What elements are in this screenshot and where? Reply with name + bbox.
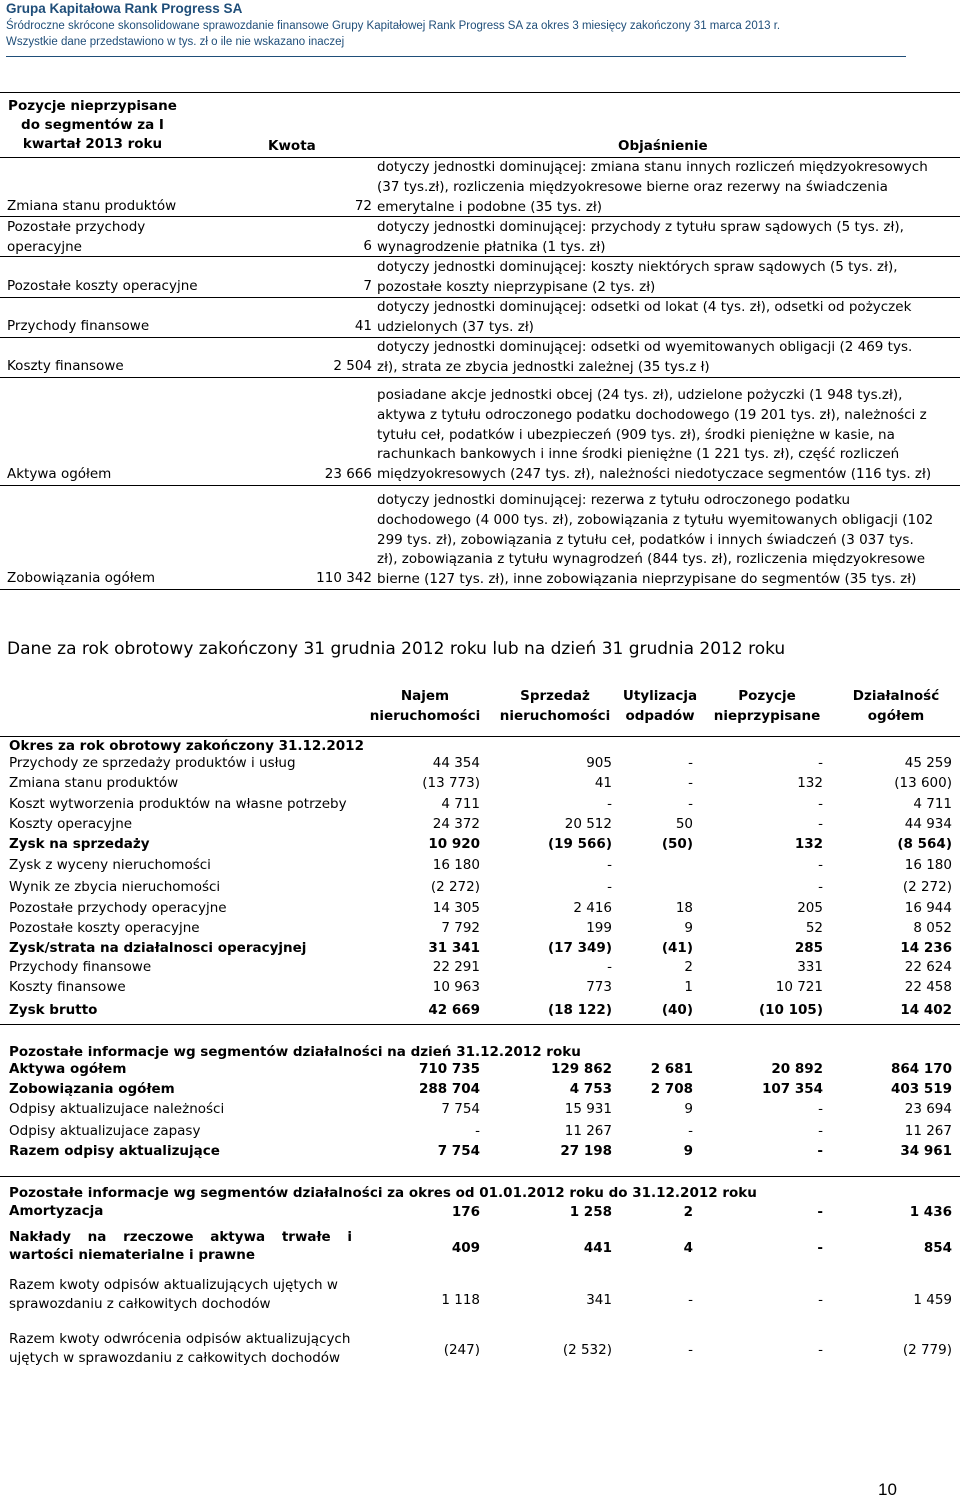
cell-value: 331 — [797, 959, 823, 975]
cell-value: 14 236 — [900, 940, 952, 956]
cell-value: 905 — [586, 755, 612, 771]
row-description: dotyczy jednostki dominującej: zmiana stanu innych rozliczeń międzyokresowych (37 tys.zł), rozliczenia międzyokresowe bierne oraz rezerwy na świadczenia emerytalne i podobne (35 tys. zł) — [377, 159, 928, 215]
cell-value: 15 931 — [564, 1101, 612, 1117]
page-number: 10 — [878, 1480, 897, 1499]
table-row — [0, 1059, 960, 1079]
cell-value: 7 754 — [441, 1101, 480, 1117]
section-title: Dane za rok obrotowy zakończony 31 grudnia 2012 roku lub na dzień 31 grudnia 2012 roku — [7, 639, 786, 659]
table-row — [0, 753, 960, 773]
cell-value: 10 920 — [428, 836, 480, 852]
section-label-other: Pozostałe informacje wg segmentów działalności za okres od 01.01.2012 roku do 31.12.2012 roku — [9, 1185, 757, 1201]
table-row — [0, 977, 960, 997]
row-label: Odpisy aktualizujace należności — [9, 1101, 225, 1117]
table-row — [0, 1228, 960, 1263]
cell-value: 23 694 — [904, 1101, 952, 1117]
cell-value: 132 — [797, 775, 823, 791]
row-amount: 2 504 — [333, 358, 372, 374]
column-header-waste: Utylizacja odpadów — [622, 688, 698, 724]
header-rule — [6, 56, 906, 57]
row-label: Razem kwoty odwrócenia odpisów aktualizujących ujętych w sprawozdaniu z całkowitych dochodów — [9, 1331, 351, 1366]
cell-value: 441 — [583, 1240, 612, 1256]
row-label: Wynik ze zbycia nieruchomości — [9, 879, 221, 895]
cell-value: 20 512 — [564, 816, 612, 832]
cell-value: - — [818, 1123, 823, 1139]
cell-value: 199 — [586, 920, 612, 936]
cell-value: 107 354 — [761, 1081, 823, 1097]
column-header-rental: Najem nieruchomości — [369, 688, 481, 724]
cell-value: 864 170 — [890, 1061, 952, 1077]
table-row — [0, 877, 960, 897]
table-row — [0, 1099, 960, 1119]
row-amount: 23 666 — [324, 466, 372, 482]
cell-value: - — [818, 857, 823, 873]
row-amount: 7 — [363, 278, 372, 294]
row-label: Pozostałe przychody operacyjne — [9, 900, 227, 916]
column-header-sales: Sprzedaż nieruchomości — [499, 688, 611, 724]
cell-value: (13 600) — [894, 775, 952, 791]
row-label: Pozostałe przychody operacyjne — [7, 219, 146, 255]
cell-value: - — [607, 796, 612, 812]
row-label: Zmiana stanu produktów — [9, 775, 179, 791]
cell-value: 4 711 — [441, 796, 480, 812]
cell-value: - — [607, 879, 612, 895]
cell-value: - — [818, 1292, 823, 1308]
cell-value: 710 735 — [418, 1061, 480, 1077]
cell-value: 288 704 — [418, 1081, 480, 1097]
column-header-unallocated: Pozycje nieprzypisane — [713, 688, 821, 724]
row-label: Zysk brutto — [9, 1002, 98, 1018]
row-amount: 41 — [354, 318, 372, 334]
row-label: Zobowiązania ogółem — [9, 1081, 175, 1097]
cell-value: 285 — [794, 940, 823, 956]
cell-value: 176 — [451, 1204, 480, 1220]
cell-value: (10 105) — [758, 1002, 823, 1018]
cell-value: 4 — [683, 1240, 693, 1256]
cell-value: 41 — [594, 775, 612, 791]
cell-value: - — [475, 1123, 480, 1139]
cell-value: 11 267 — [564, 1123, 612, 1139]
row-label: Amortyzacja — [9, 1203, 104, 1219]
cell-value: - — [818, 755, 823, 771]
column-header-item: Pozycje nieprzypisane do segmentów za I kwartał 2013 roku — [8, 98, 177, 152]
cell-value: 1 258 — [569, 1204, 612, 1220]
row-label: Razem kwoty odpisów aktualizujących ujętych w sprawozdaniu z całkowitych dochodów — [9, 1277, 338, 1312]
table-row — [0, 918, 960, 938]
table-row — [0, 794, 960, 814]
row-label: Zysk z wyceny nieruchomości — [9, 857, 211, 873]
cell-value: 129 862 — [550, 1061, 612, 1077]
cell-value: 1 459 — [913, 1292, 952, 1308]
cell-value: (18 122) — [547, 1002, 612, 1018]
cell-value: 9 — [683, 1143, 693, 1159]
row-description: dotyczy jednostki dominującej: przychody z tytułu spraw sądowych (5 tys. zł), wynagrodzenie płatnika (1 tys. zł) — [377, 219, 904, 255]
row-divider — [0, 377, 960, 378]
cell-value: 34 961 — [900, 1143, 952, 1159]
cell-value: 7 754 — [437, 1143, 480, 1159]
cell-value: 132 — [794, 836, 823, 852]
cell-value: 16 944 — [904, 900, 952, 916]
table-bottom-border — [0, 589, 960, 590]
cell-value: - — [818, 879, 823, 895]
cell-value: - — [818, 796, 823, 812]
cell-value: 31 341 — [428, 940, 480, 956]
cell-value: 52 — [805, 920, 823, 936]
cell-value: 10 963 — [432, 979, 480, 995]
cell-value: 1 — [684, 979, 693, 995]
row-amount: 110 342 — [316, 570, 372, 586]
column-header-description: Objaśnienie — [618, 138, 708, 154]
column-header-amount: Kwota — [268, 138, 316, 154]
cell-value: (2 532) — [562, 1342, 612, 1358]
cell-value: 14 305 — [432, 900, 480, 916]
cell-value: 9 — [684, 920, 693, 936]
cell-value: (40) — [661, 1002, 693, 1018]
row-label: Koszty operacyjne — [9, 816, 133, 832]
cell-value: 50 — [675, 816, 693, 832]
row-label: Razem odpisy aktualizujące — [9, 1143, 220, 1159]
table-row — [0, 855, 960, 875]
table-top-border — [0, 92, 960, 93]
cell-value: 341 — [586, 1292, 612, 1308]
row-label: Zobowiązania ogółem — [7, 570, 156, 586]
cell-value: 2 — [683, 1204, 693, 1220]
row-label: Zysk na sprzedaży — [9, 836, 150, 852]
cell-value: - — [607, 857, 612, 873]
row-description: dotyczy jednostki dominującej: odsetki od lokat (4 tys. zł), odsetki od pożyczek udzielonych (37 tys. zł) — [377, 299, 912, 335]
table-row — [0, 814, 960, 834]
row-label: Zysk/strata na działalnosci operacyjnej — [9, 940, 307, 956]
cell-value: 16 180 — [432, 857, 480, 873]
row-label: Koszty finansowe — [9, 979, 126, 995]
row-label: Przychody finansowe — [7, 318, 150, 334]
report-subtitle: Śródroczne skrócone skonsolidowane sprawozdanie finansowe Grupy Kapitałowej Rank Progress SA za okres 3 miesięcy zakończony 31 marca 2013 r. — [6, 20, 781, 32]
cell-value: (50) — [661, 836, 693, 852]
cell-value: - — [818, 1101, 823, 1117]
cell-value: 18 — [675, 900, 693, 916]
company-name: Grupa Kapitałowa Rank Progress SA — [6, 1, 243, 16]
row-label: Przychody finansowe — [9, 959, 152, 975]
table-row — [0, 898, 960, 918]
cell-value: 2 — [684, 959, 693, 975]
row-label: Koszt wytworzenia produktów na własne potrzeby — [9, 796, 347, 812]
cell-value: - — [817, 1240, 823, 1256]
table-row — [0, 834, 960, 854]
table-row — [0, 1202, 960, 1222]
cell-value: 20 892 — [771, 1061, 823, 1077]
table-row — [0, 773, 960, 793]
cell-value: 22 291 — [432, 959, 480, 975]
cell-value: 24 372 — [432, 816, 480, 832]
cell-value: (8 564) — [897, 836, 952, 852]
cell-value: 44 354 — [432, 755, 480, 771]
row-amount: 6 — [363, 238, 372, 254]
cell-value: - — [688, 1292, 693, 1308]
cell-value: 1 436 — [909, 1204, 952, 1220]
column-header-total: Działalność ogółem — [852, 688, 940, 724]
currency-note: Wszystkie dane przedstawiono w tys. zł o ile nie wskazano inaczej — [6, 36, 345, 48]
cell-value: 854 — [923, 1240, 952, 1256]
row-label: Pozostałe koszty operacyjne — [9, 920, 200, 936]
row-label: Przychody ze sprzedaży produktów i usług — [9, 755, 296, 771]
cell-value: 11 267 — [904, 1123, 952, 1139]
cell-value: - — [817, 1143, 823, 1159]
cell-value: 1 118 — [441, 1292, 480, 1308]
table-row — [0, 1121, 960, 1141]
cell-value: - — [818, 1342, 823, 1358]
cell-value: - — [688, 775, 693, 791]
row-description: dotyczy jednostki dominującej: koszty niektórych spraw sądowych (5 tys. zł), pozostałe koszty nieprzypisane (2 tys. zł) — [377, 259, 898, 295]
row-description: dotyczy jednostki dominującej: rezerwa z tytułu odroczonego podatku dochodowego (4 000 tys. zł), zobowiązania z tytułu wyemitowanych obligacji (102 299 tys. zł), zobowiązania z tytułu ceł, podatków i innych świadczeń (3 037 tys. zł), zobowiązania z tytułu wynagrodzeń (844 tys. zł), rozliczenia międzyokresowe bierne (127 tys. zł), inne zobowiązania nieprzypisane do segmentów (35 tys. zł) — [377, 492, 934, 588]
cell-value: 16 180 — [904, 857, 952, 873]
table-row — [0, 1330, 960, 1366]
section-divider — [0, 1024, 960, 1025]
cell-value: 7 792 — [441, 920, 480, 936]
cell-value: (2 779) — [902, 1342, 952, 1358]
section-divider — [0, 1176, 960, 1177]
cell-value: - — [688, 755, 693, 771]
row-label: Koszty finansowe — [7, 358, 124, 374]
cell-value: - — [607, 959, 612, 975]
row-divider — [0, 485, 960, 486]
cell-value: 8 052 — [913, 920, 952, 936]
cell-value: - — [818, 816, 823, 832]
cell-value: 22 458 — [904, 979, 952, 995]
cell-value: 45 259 — [904, 755, 952, 771]
cell-value: - — [688, 796, 693, 812]
cell-value: (2 272) — [902, 879, 952, 895]
row-label: Odpisy aktualizujace zapasy — [9, 1123, 201, 1139]
row-description: posiadane akcje jednostki obcej (24 tys. zł), udzielone pożyczki (1 948 tys.zł), aktywa z tytułu odroczonego podatku dochodowego (19 201 tys. zł), należności z tytułu ceł, podatków i ubezpieczeń (909 tys. zł), środki pieniężne w kasie, na rachunkach bankowych i inne środki pieniężne (1 221 tys. zł), część rozliczeń międzyokresowych (247 tys. zł), należności niedotyczace segmentów (116 tys. zł) — [377, 387, 932, 483]
cell-value: 205 — [797, 900, 823, 916]
cell-value: 44 934 — [904, 816, 952, 832]
cell-value: (247) — [443, 1342, 480, 1358]
row-label: Nakłady na rzeczowe aktywa trwałe i wartości niematerialne i prawne — [9, 1229, 353, 1263]
cell-value: 14 402 — [900, 1002, 952, 1018]
table-row — [0, 1079, 960, 1099]
cell-value: (13 773) — [422, 775, 480, 791]
cell-value: - — [688, 1342, 693, 1358]
row-amount: 72 — [354, 198, 372, 214]
row-description: dotyczy jednostki dominującej: odsetki od wyemitowanych obligacji (2 469 tys. zł), strata ze zbycia jednostki zależnej (35 tys.z ł) — [377, 339, 913, 375]
table-row — [0, 1000, 960, 1020]
cell-value: 22 624 — [904, 959, 952, 975]
cell-value: 2 681 — [650, 1061, 693, 1077]
section-label-balance: Pozostałe informacje wg segmentów działalności na dzień 31.12.2012 roku — [9, 1044, 581, 1060]
cell-value: 403 519 — [890, 1081, 952, 1097]
cell-value: - — [817, 1204, 823, 1220]
cell-value: 4 711 — [913, 796, 952, 812]
cell-value: (19 566) — [547, 836, 612, 852]
cell-value: (17 349) — [547, 940, 612, 956]
section-label-period: Okres za rok obrotowy zakończony 31.12.2012 — [9, 738, 364, 754]
cell-value: - — [688, 1123, 693, 1139]
document-header — [6, 0, 954, 50]
row-label: Pozostałe koszty operacyjne — [7, 278, 198, 294]
row-label: Aktywa ogółem — [9, 1061, 127, 1077]
cell-value: (2 272) — [430, 879, 480, 895]
cell-value: 4 753 — [569, 1081, 612, 1097]
cell-value: 9 — [684, 1101, 693, 1117]
cell-value: 10 721 — [775, 979, 823, 995]
cell-value: 27 198 — [560, 1143, 612, 1159]
table-row — [0, 957, 960, 977]
cell-value: 2 708 — [650, 1081, 693, 1097]
cell-value: 42 669 — [428, 1002, 480, 1018]
row-label: Aktywa ogółem — [7, 466, 112, 482]
table-row — [0, 1141, 960, 1161]
cell-value: 773 — [586, 979, 612, 995]
cell-value: (41) — [661, 940, 693, 956]
table-row — [0, 1276, 960, 1312]
row-divider — [0, 256, 960, 257]
table-row — [0, 938, 960, 958]
cell-value: 2 416 — [573, 900, 612, 916]
row-label: Zmiana stanu produktów — [7, 198, 177, 214]
cell-value: 409 — [451, 1240, 480, 1256]
